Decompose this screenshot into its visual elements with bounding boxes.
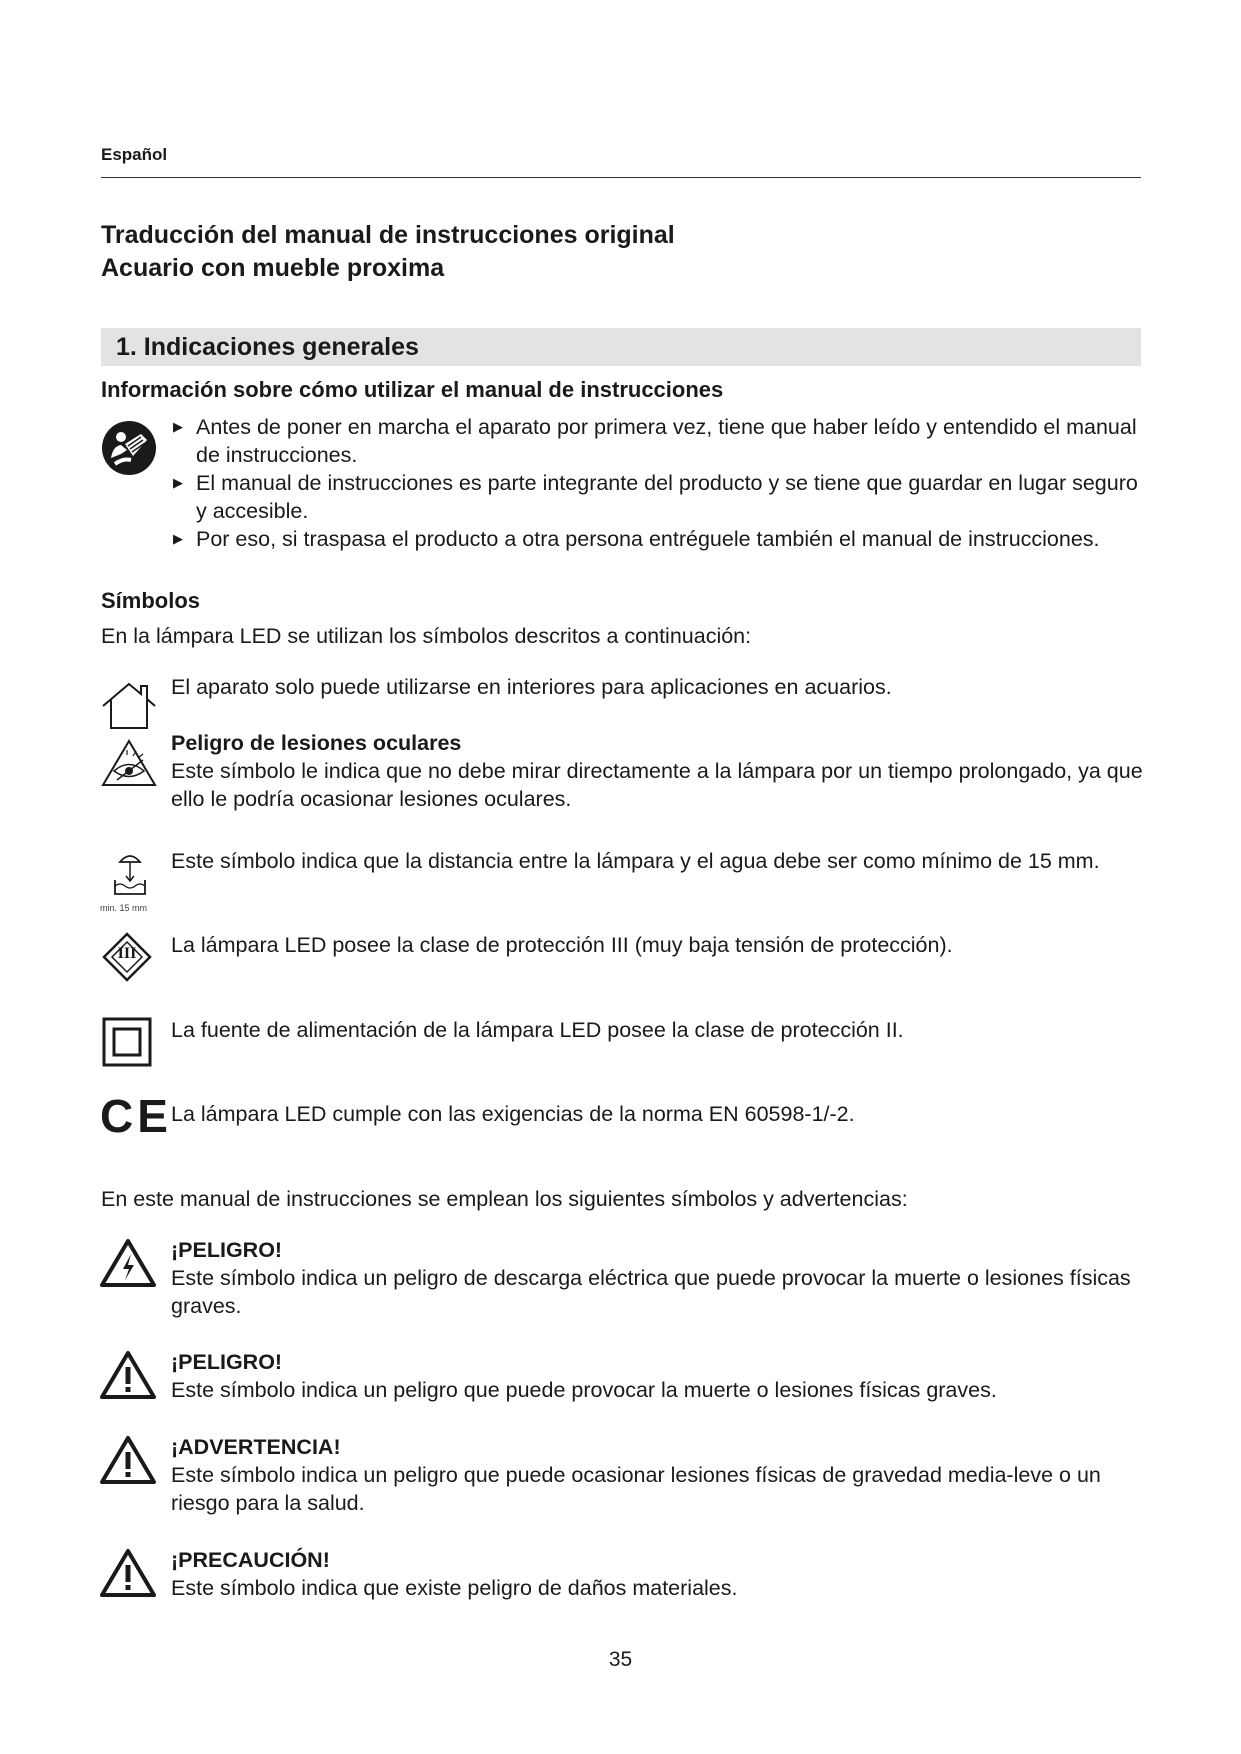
electric-hazard-icon xyxy=(100,1238,156,1288)
symbol-distance-text: Este símbolo indica que la distancia entre la lámpara y el agua debe ser como mínimo de 15 mm. xyxy=(171,849,1100,873)
warning-danger-block xyxy=(171,1348,1146,1404)
bullet-item xyxy=(173,469,1148,525)
symbol-class-ii-text: La fuente de alimentación de la lámpara LED posee la clase de protección II. xyxy=(171,1018,904,1042)
warning-advertencia-block xyxy=(171,1433,1146,1517)
header-rule xyxy=(101,177,1141,178)
symbol-ce-text: La lámpara LED cumple con las exigencias de la norma EN 60598-1/-2. xyxy=(171,1102,855,1126)
bullet-marker-icon: ▶ xyxy=(173,419,183,434)
section-title: 1. Indicaciones generales xyxy=(116,333,419,361)
warning-triangle-icon xyxy=(100,1548,156,1598)
bullet-item xyxy=(173,413,1148,469)
min-distance-caption: min. 15 mm xyxy=(100,903,148,913)
symbol-eye-text: Este símbolo le indica que no debe mirar directamente a la lámpara por un tiempo prolongado, ya que ello le podría ocasionar lesiones oculares. xyxy=(171,759,1143,811)
header-language: Español xyxy=(101,145,168,164)
document-title-line1: Traducción del manual de instrucciones original xyxy=(101,221,675,249)
warning-triangle-icon xyxy=(100,1435,156,1485)
ce-mark-icon: CE xyxy=(100,1090,172,1142)
bullet-text: Por eso, si traspasa el producto a otra persona entréguele también el manual de instrucciones. xyxy=(196,527,1100,551)
bullet-marker-icon: ▶ xyxy=(173,531,183,546)
bullet-marker-icon: ▶ xyxy=(173,475,183,490)
warning-precaucion-block xyxy=(171,1546,1146,1602)
warnings-intro: En este manual de instrucciones se emplean los siguientes símbolos y advertencias: xyxy=(101,1187,908,1211)
warning-danger-title: ¡PELIGRO! xyxy=(171,1350,283,1374)
protection-class-ii-icon xyxy=(102,1017,152,1067)
indoor-house-icon xyxy=(101,680,157,730)
manual-info-heading: Información sobre cómo utilizar el manual de instrucciones xyxy=(101,377,724,402)
page-number: 35 xyxy=(608,1648,633,1671)
symbol-eye-title: Peligro de lesiones oculares xyxy=(171,731,462,755)
warning-electric-text: Este símbolo indica un peligro de descarga eléctrica que puede provocar la muerte o lesiones físicas graves. xyxy=(171,1266,1131,1318)
bullet-text: El manual de instrucciones es parte integrante del producto y se tiene que guardar en lugar seguro y accesible. xyxy=(196,471,1138,523)
symbols-intro: En la lámpara LED se utilizan los símbolos descritos a continuación: xyxy=(101,624,752,648)
read-manual-icon xyxy=(101,420,157,476)
warning-precaucion-text: Este símbolo indica que existe peligro de daños materiales. xyxy=(171,1576,738,1600)
document-title-line2: Acuario con mueble proxima xyxy=(101,254,445,282)
symbol-eye-block xyxy=(171,729,1146,813)
warning-advertencia-text: Este símbolo indica un peligro que puede ocasionar lesiones físicas de gravedad media-leve o un riesgo para la salud. xyxy=(171,1463,1101,1515)
min-distance-icon xyxy=(112,850,148,898)
protection-class-iii-label: III xyxy=(117,945,137,962)
symbols-heading: Símbolos xyxy=(101,588,201,613)
warning-precaucion-title: ¡PRECAUCIÓN! xyxy=(171,1548,330,1572)
warning-danger-text: Este símbolo indica un peligro que puede provocar la muerte o lesiones físicas graves. xyxy=(171,1378,997,1402)
warning-electric-title: ¡PELIGRO! xyxy=(171,1238,283,1262)
symbol-indoor-text: El aparato solo puede utilizarse en interiores para aplicaciones en acuarios. xyxy=(171,675,892,699)
warning-triangle-icon xyxy=(100,1350,156,1400)
warning-electric-block xyxy=(171,1236,1146,1320)
document-title xyxy=(101,219,675,285)
bullet-text: Antes de poner en marcha el aparato por primera vez, tiene que haber leído y entendido el manual de instrucciones. xyxy=(196,415,1137,467)
eye-hazard-icon xyxy=(100,738,158,788)
bullet-item xyxy=(173,525,1148,553)
symbol-class-iii-text: La lámpara LED posee la clase de protección III (muy baja tensión de protección). xyxy=(171,933,953,957)
manual-info-bullets xyxy=(173,413,1148,553)
warning-advertencia-title: ¡ADVERTENCIA! xyxy=(171,1435,341,1459)
